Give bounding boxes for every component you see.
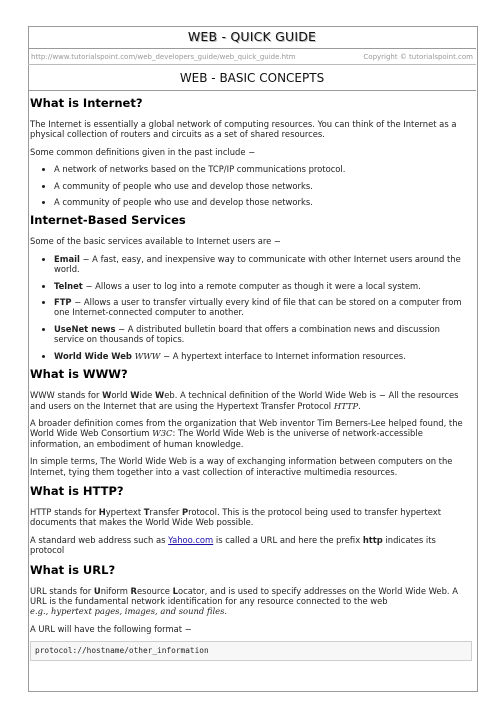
text: WWW stands for xyxy=(30,390,103,401)
term-description: − A fast, easy, and inexpensive way to communicate with other Internet users around the world. xyxy=(54,253,461,275)
text: . xyxy=(358,400,361,411)
paragraph xyxy=(30,390,472,411)
acronym-letter: R xyxy=(130,585,137,596)
heading-services: Internet-Based Services xyxy=(30,213,186,228)
text: HTTP stands for xyxy=(30,506,99,517)
text: eb. A technical definition of the World Wide Web is − All the resources and users on the Internet that are using the Hypertext Transfer Protocol xyxy=(30,390,459,411)
article-body xyxy=(30,94,472,661)
text: . xyxy=(224,606,228,617)
list-item: • A community of people who use and develop those networks. xyxy=(54,181,472,191)
text: URL stands for xyxy=(30,585,94,596)
math-expression: HTTP xyxy=(333,400,359,411)
paragraph xyxy=(30,507,472,528)
definition-list xyxy=(30,164,472,207)
list-item: • A community of people who use and develop those networks. xyxy=(54,197,472,207)
list-item xyxy=(54,254,472,275)
text: ypertext xyxy=(105,506,144,517)
text: orld xyxy=(111,390,131,401)
source-row xyxy=(28,50,476,64)
paragraph: Some common definitions given in the past include − xyxy=(30,146,256,157)
acronym-letter: W xyxy=(102,390,112,401)
paragraph: A URL will have the following format − xyxy=(30,623,192,634)
math-expression: WWW xyxy=(134,350,161,361)
text: ransfer xyxy=(149,506,182,517)
document-title: WEB - QUICK GUIDE xyxy=(28,26,476,49)
math-expression: W3C xyxy=(152,428,173,439)
acronym-letter: W xyxy=(130,390,140,401)
text: is called a URL and here the prefix xyxy=(213,534,363,545)
bold-term: http xyxy=(362,534,383,545)
paragraph xyxy=(30,418,472,449)
divider xyxy=(28,64,476,65)
paragraph: Some of the basic services available to Internet users are − xyxy=(30,236,281,247)
term: Email xyxy=(54,253,80,264)
heading-internet: What is Internet? xyxy=(30,96,143,110)
text: ide xyxy=(139,390,155,401)
list-item: • A network of networks based on the TCP/IP communications protocol. xyxy=(54,164,472,174)
section-title: WEB - BASIC CONCEPTS xyxy=(179,71,325,85)
text: A broader definition comes from the organization that Web inventor Tim Berners-Lee helped found, the World Wide Web Consortium xyxy=(30,417,463,439)
paragraph xyxy=(30,535,472,556)
term-description: − A hypertext interface to Internet information resources. xyxy=(160,350,406,361)
term-description: − Allows a user to log into a remote computer as though it were a local system. xyxy=(82,280,421,291)
paragraph xyxy=(30,586,472,617)
list-item xyxy=(54,297,472,318)
math-expression: e.g., hypertext pages, images, and sound files xyxy=(30,606,225,617)
term: Telnet xyxy=(54,280,83,291)
text: niform xyxy=(100,585,131,596)
acronym-letter: L xyxy=(172,585,178,596)
paragraph: In simple terms, The World Wide Web is a way of exchanging information between computers on the Internet, tying them together into a vast collection of interactive multimedia resources. xyxy=(30,456,453,477)
divider xyxy=(28,90,476,91)
code-block: protocol://hostname/other_information xyxy=(30,641,472,661)
acronym-letter: P xyxy=(181,506,189,517)
term: UseNet news xyxy=(54,323,116,334)
term-description: − Allows a user to transfer virtually every kind of file that can be stored on a computer from one Internet-connected computer to another. xyxy=(54,297,462,318)
list-item xyxy=(54,281,472,291)
acronym-letter: T xyxy=(143,506,150,517)
term: FTP xyxy=(54,297,72,308)
copyright-notice: Copyright © tutorialspoint.com xyxy=(363,53,473,61)
text: esource xyxy=(136,585,173,596)
heading-url: What is URL? xyxy=(30,562,116,577)
yahoo-link[interactable]: Yahoo.com xyxy=(168,534,214,545)
paragraph: The Internet is essentially a global network of computing resources. You can think of the Internet as a physical collection of routers and circuits as a set of shared resources. xyxy=(30,119,457,140)
acronym-letter: W xyxy=(154,390,165,401)
heading-www: What is WWW? xyxy=(30,367,128,382)
acronym-letter: H xyxy=(98,506,106,517)
services-list xyxy=(30,254,472,361)
text: : The World Wide Web is the universe of network-accessible information, an embodiment of human knowledge. xyxy=(30,428,423,449)
heading-http: What is HTTP? xyxy=(30,483,124,498)
term-description: − A distributed bulletin board that offers a combination news and discussion service on thousands of topics. xyxy=(54,323,440,345)
text: rotocol. This is the protocol being used to transfer hypertext documents that makes the World Wide Web possible. xyxy=(30,506,442,528)
text: A standard web address such as xyxy=(30,534,169,545)
text: indicates its protocol xyxy=(30,534,436,556)
list-item xyxy=(54,351,472,361)
text: ocator, and is used to specify addresses on the World Wide Web. A URL is the fundamental network identification for any resource connected to the web xyxy=(30,585,458,606)
term: World Wide Web xyxy=(54,350,132,361)
acronym-letter: U xyxy=(93,585,101,596)
list-item xyxy=(54,324,472,345)
source-url: http://www.tutorialspoint.com/web_developers_guide/web_quick_guide.htm xyxy=(31,53,296,61)
